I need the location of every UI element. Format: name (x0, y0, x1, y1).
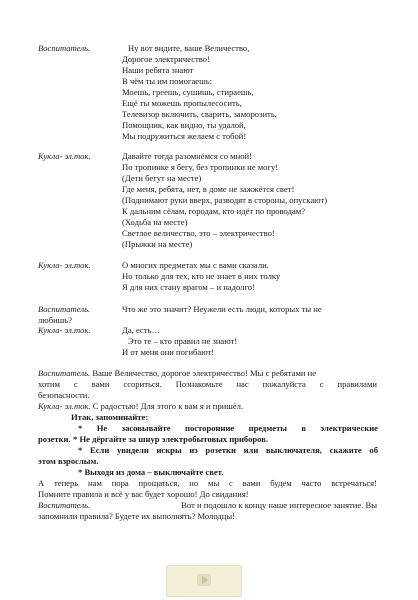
verse-line: Телевизор включить, сварить, заморозить, (122, 109, 277, 119)
verse-line: Моешь, греешь, сушишь, стираешь, (122, 87, 254, 97)
play-icon (197, 574, 211, 586)
rule-item: розетки. (38, 434, 71, 444)
rule-item: этом взрослым. (38, 456, 99, 466)
verse-line: О многих предметах мы с вами сказали. (122, 260, 269, 270)
speaker-label: Воспитатель. (38, 500, 91, 510)
verse-line: (Прыжки на месте) (122, 239, 193, 249)
verse-line: Ну вот видите, ваше Величество, (128, 43, 250, 53)
verse-line: Да, есть… (122, 325, 161, 335)
rule-item: * Не дёргайте за шнур электробытовых приборов. (73, 434, 269, 444)
verse-line: Где меня, ребята, нет, в доме не зажжётся свет! (122, 184, 295, 194)
verse-line: К дальним сёлам, городам, кто идёт по проводам? (122, 206, 306, 216)
paragraph-line: хотим с вами ссориться. Познакомьте нас пожалуйста с правилами (38, 379, 377, 389)
verse-line: любишь? (38, 315, 73, 325)
verse-line: Ещё ты можешь пропылесосить, (122, 98, 242, 108)
verse-line: Дорогое электричество! (122, 54, 210, 64)
speaker-label: Кукла- эл.ток. (38, 151, 91, 161)
paragraph-line (38, 401, 243, 411)
speaker-label: Воспитатель. (38, 368, 91, 378)
rule-item: * Выходя из дома – выключайте свет. (78, 467, 224, 477)
paragraph-text: С радостью! Для этого к вам я и пришёл. (90, 401, 244, 411)
verse-line: Я для них стану врагом – и надолго! (122, 282, 255, 292)
verse-line: Но только для тех, кто не знает в них толку (122, 271, 281, 281)
rule-item: * Если увидели искры из розетки или выключателя, скажите об (78, 445, 378, 455)
paragraph-line: запомнили правила? Будете их выполнять? Молодцы! (38, 511, 236, 521)
speaker-label: Кукла- эл.ток. (38, 401, 91, 411)
verse-line: В чём ты им помогаешь: (122, 76, 213, 86)
verse-line: Что же это значит? Неужели есть люди, которых ты не (122, 304, 322, 314)
paragraph-line (38, 368, 316, 378)
verse-line: Помощник, как видно, ты удалой, (122, 120, 246, 130)
verse-line: Давайте тогда разомнёмся со мной! (122, 151, 252, 161)
verse-line: И от меня они погибают! (122, 347, 215, 357)
embedded-media-thumbnail[interactable] (166, 565, 242, 597)
speaker-label: Кукла- эл.ток. (38, 260, 91, 270)
verse-line: (Дети бегут на месте) (122, 173, 202, 183)
verse-line: Мы подружиться желаем с тобой! (122, 131, 247, 141)
paragraph-text: Вот и подошло к концу наше интересное занятие. Вы (181, 500, 377, 510)
paragraph-line: безопасности. (38, 390, 90, 400)
verse-line: (Ходьба на месте) (122, 217, 188, 227)
paragraph-text: Ваше Величество, дорогое электричество! Мы с ребятами не (90, 368, 317, 378)
rule-item: * Не засовывайте посторонние предметы в электрические (78, 423, 378, 433)
verse-line: (Поднимают руки вверх, разводят в стороны, опускают) (122, 195, 328, 205)
rules-heading: Итак, запоминайте: (71, 412, 149, 422)
speaker-label: Воспитатель. (38, 304, 91, 314)
verse-line: По тропинке я бегу, без тропинки не могу! (122, 162, 279, 172)
verse-line: Это те – кто правил не знают! (128, 336, 238, 346)
verse-line: Светлое величество, это – электричество! (122, 228, 275, 238)
paragraph-line: А теперь нам пора прощаться, но мы с вами будем часто встречаться! (38, 478, 377, 488)
speaker-label: Воспитатель. (38, 43, 91, 53)
verse-line: Наши ребята знают (122, 65, 194, 75)
speaker-label: Кукла- эл.ток. (38, 325, 91, 335)
paragraph-line: Помните правила и всё у вас будет хорошо! До свидания! (38, 489, 249, 499)
paragraph-line (38, 500, 377, 510)
